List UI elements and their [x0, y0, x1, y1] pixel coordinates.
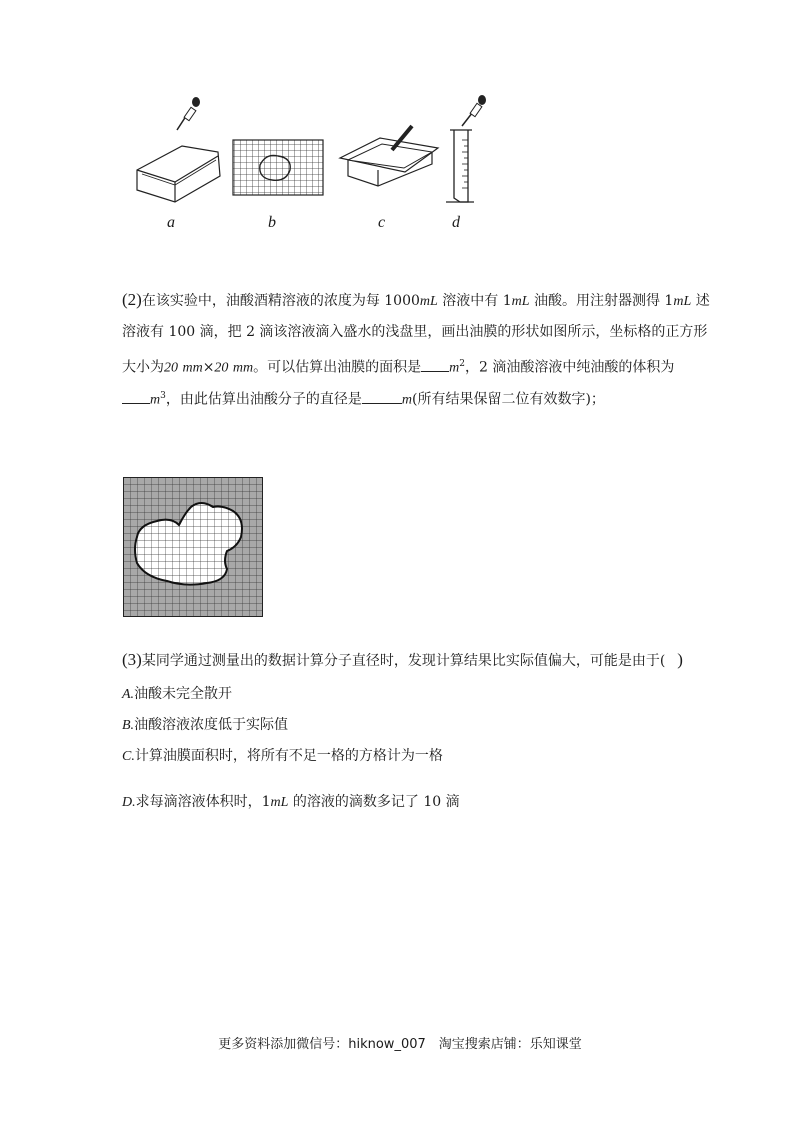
footer-text: 更多资料添加微信号：hiknow_007 淘宝搜索店铺：乐知课堂: [218, 1037, 582, 1052]
q2-line-1: (2)在该实验中，油酸酒精溶液的浓度为每 1000mL 溶液中有 1mL 油酸。用注射器测得 1mL 述: [122, 290, 710, 309]
option-c[interactable]: C.计算油膜面积时，将所有不足一格的方格计为一格: [122, 748, 443, 764]
dropper-d-icon: [462, 95, 486, 126]
option-d[interactable]: D.求每滴溶液体积时，1mL 的溶液的滴数多记了 10 滴: [122, 794, 460, 810]
tray-c: [340, 138, 438, 186]
dropper-a-icon: [177, 97, 200, 130]
q3-number: (3): [122, 650, 142, 669]
oil-film-grid-figure: [123, 477, 263, 617]
q2-line-3: 大小为20 mm×20 mm。可以估算出油膜的面积是 $m^2$，2 滴油酸溶液中纯油酸的体积为: [122, 354, 674, 379]
figure-label-b: b: [268, 214, 276, 231]
q3-stem: (3)某同学通过测量出的数据计算分子直径时，发现计算结果比实际值偏大，可能是由于( ): [122, 650, 683, 669]
diameter-answer-blank[interactable]: [362, 389, 402, 404]
figure-label-a: a: [167, 214, 175, 231]
area-answer-blank[interactable]: [421, 357, 449, 372]
q2-line-2: 溶液有 100 滴，把 2 滴该溶液滴入盛水的浅盘里，画出油膜的形状如图所示，坐标格的正方形: [122, 324, 708, 340]
tray-a: [137, 146, 220, 202]
grid-plate-b: [233, 140, 323, 195]
cylinder-d: [446, 130, 474, 202]
apparatus-figure: [120, 90, 500, 240]
figure-label-d: d: [452, 214, 460, 231]
option-b[interactable]: B.油酸溶液浓度低于实际值: [122, 717, 289, 733]
q2-number: (2): [122, 290, 142, 309]
volume-answer-blank[interactable]: [122, 389, 150, 404]
option-a[interactable]: A.油酸未完全散开: [122, 686, 233, 702]
figure-label-c: c: [378, 214, 386, 231]
q2-line-4: $m^3$，由此估算出油酸分子的直径是 m(所有结果保留二位有效数字)；: [122, 386, 605, 411]
